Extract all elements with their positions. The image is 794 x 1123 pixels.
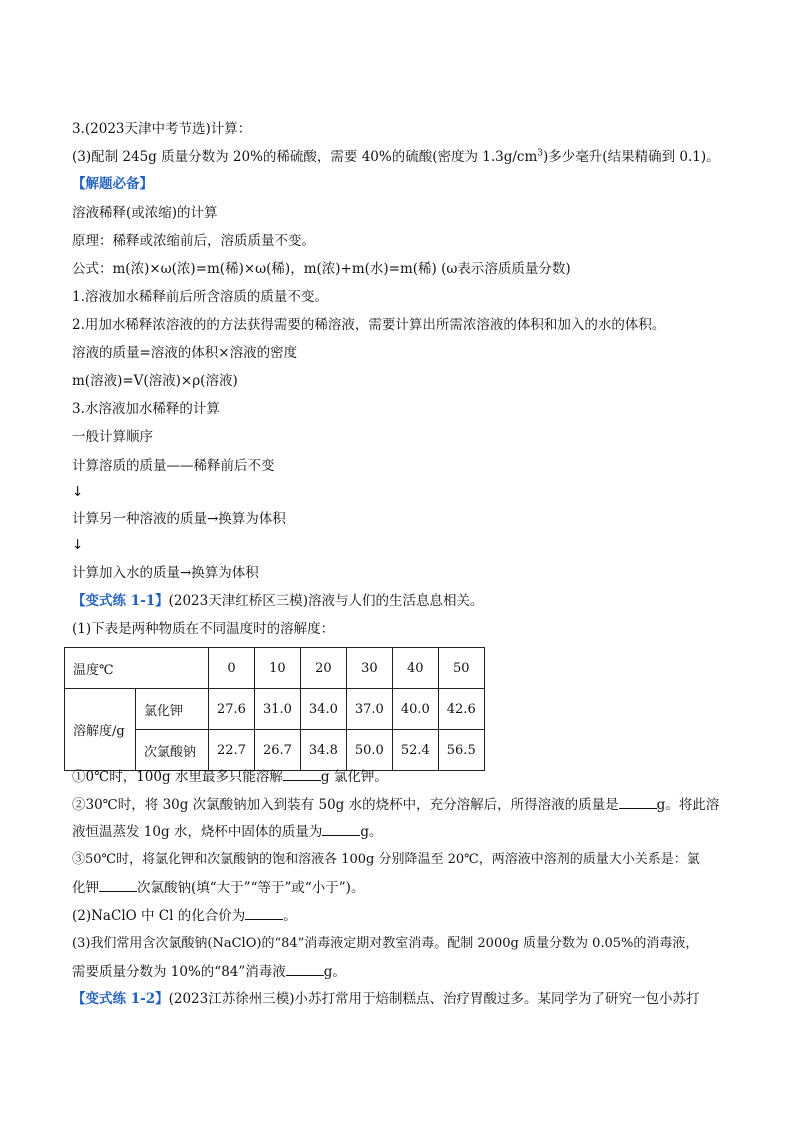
- table-row: [65, 648, 485, 689]
- tips-heading: 【解题必备】: [72, 176, 153, 192]
- tips-line: 溶液的质量=溶液的体积×溶液的密度: [72, 345, 298, 361]
- table-row: [65, 689, 485, 730]
- tips-line: 一般计算顺序: [72, 429, 153, 445]
- tips-line: 3.水溶液加水稀释的计算: [72, 401, 220, 417]
- down-arrow-icon: ↓: [72, 537, 84, 553]
- table-cell: 40: [392, 648, 438, 689]
- question-text: 需要质量分数为 10%的“84”消毒液: [72, 964, 286, 980]
- question-text: ②30℃时，将 30g 次氯酸钠加入到装有 50g 水的烧杯中，充分溶解后，所得溶液的质量是: [72, 797, 619, 813]
- answer-blank[interactable]: [283, 768, 321, 781]
- table-cell: 37.0: [346, 689, 392, 730]
- table-cell: 20: [300, 648, 346, 689]
- tips-step: 计算溶质的质量——稀释前后不变: [72, 458, 275, 474]
- question-text: (2)NaClO 中 Cl 的化合价为: [72, 908, 246, 924]
- question-text: g 氯化钾。: [320, 769, 388, 785]
- question-text: g。: [360, 824, 383, 840]
- answer-blank[interactable]: [286, 963, 324, 976]
- tips-line: 原理：稀释或浓缩前后，溶质质量不变。: [72, 233, 315, 249]
- exercise-1-1-sub1: (1)下表是两种物质在不同温度时的溶解度：: [72, 621, 335, 637]
- question-1-1-part3-cont: [72, 963, 346, 981]
- exercise-1-2-intro: [72, 990, 699, 1008]
- tips-line: m(溶液)=V(溶液)×ρ(溶液): [72, 373, 238, 389]
- answer-blank[interactable]: [322, 823, 360, 836]
- substance-name: 次氯酸钠: [136, 730, 209, 771]
- solubility-label: 溶解度/g: [65, 689, 136, 771]
- answer-blank[interactable]: [245, 907, 283, 920]
- question-text: ①0℃时，100g 水里最多只能溶解: [72, 769, 283, 785]
- table-cell: 50: [438, 648, 484, 689]
- question-text: 液恒温蒸发 10g 水，烧杯中固体的质量为: [72, 824, 323, 840]
- question-1-1-part2: [72, 907, 297, 925]
- solubility-table: [64, 647, 485, 771]
- exercise-1-2-source: (2023江苏徐州三模)小苏打常用于焙制糕点、治疗胃酸过多。某同学为了研究一包小苏打: [168, 991, 700, 1007]
- exercise-1-2-label: 【变式练 1-2】: [72, 991, 169, 1007]
- table-cell: 31.0: [254, 689, 300, 730]
- question-3-part: [72, 148, 720, 166]
- question-1-1-c: ③50℃时，将氯化钾和次氯酸钠的饱和溶液各 100g 分别降温至 20℃，两溶液中溶剂的质量大小关系是：氯: [72, 852, 700, 867]
- question-3-part-text-end: )多少毫升(结果精确到 0.1)。: [543, 149, 720, 165]
- table-cell: 34.0: [300, 689, 346, 730]
- exercise-1-1-intro: [72, 592, 483, 610]
- question-text: 化钾: [72, 880, 99, 896]
- question-1-1-part3: (3)我们常用含次氯酸钠(NaClO)的“84”消毒液定期对教室消毒。配制 2000g 质量分数为 0.05%的消毒液，: [72, 936, 699, 951]
- question-3-title: 3.(2023天津中考节选)计算：: [72, 121, 252, 137]
- down-arrow-icon: ↓: [72, 484, 84, 500]
- table-cell: 22.7: [209, 730, 255, 771]
- question-text: 。: [283, 908, 297, 924]
- tips-step: 计算另一种溶液的质量→换算为体积: [72, 511, 286, 527]
- exercise-1-1-source: (2023天津红桥区三模)溶液与人们的生活息息相关。: [168, 593, 484, 609]
- table-cell: 52.4: [392, 730, 438, 771]
- table-cell: 56.5: [438, 730, 484, 771]
- table-cell: 27.6: [209, 689, 255, 730]
- question-3-part-text: (3)配制 245g 质量分数为 20%的稀硫酸，需要 40%的硫酸(密度为 1.3g/cm: [72, 149, 538, 165]
- exercise-1-1-label: 【变式练 1-1】: [72, 593, 169, 609]
- answer-blank[interactable]: [619, 796, 657, 809]
- table-cell: 50.0: [346, 730, 392, 771]
- table-cell: 30: [346, 648, 392, 689]
- unit-superscript: 3: [537, 148, 544, 159]
- tips-line: 溶液稀释(或浓缩)的计算: [72, 205, 218, 221]
- substance-name: 氯化钾: [136, 689, 209, 730]
- table-cell: 40.0: [392, 689, 438, 730]
- table-cell: 42.6: [438, 689, 484, 730]
- question-1-1-a: [72, 768, 388, 786]
- table-cell: 34.8: [300, 730, 346, 771]
- table-cell: 10: [254, 648, 300, 689]
- question-1-1-b: [72, 796, 719, 814]
- temp-header: 温度℃: [65, 648, 209, 689]
- question-text: g。将此溶: [656, 797, 720, 813]
- answer-blank[interactable]: [99, 879, 137, 892]
- tips-step: 计算加入水的质量→换算为体积: [72, 565, 259, 581]
- tips-line: 1.溶液加水稀释前后所含溶质的质量不变。: [72, 289, 328, 305]
- tips-formula: 公式：m(浓)×ω(浓)=m(稀)×ω(稀)，m(浓)+m(水)=m(稀) (ω表示溶质质量分数): [72, 261, 571, 277]
- question-text: 次氯酸钠(填“大于”“等于”或“小于”)。: [137, 880, 365, 896]
- table-cell: 0: [209, 648, 255, 689]
- question-text: g。: [323, 964, 346, 980]
- tips-line: 2.用加水稀释浓溶液的的方法获得需要的稀溶液，需要计算出所需浓溶液的体积和加入的水的体积。: [72, 317, 666, 333]
- table-cell: 26.7: [254, 730, 300, 771]
- question-1-1-c-cont: [72, 879, 364, 897]
- question-1-1-b-cont: [72, 823, 383, 841]
